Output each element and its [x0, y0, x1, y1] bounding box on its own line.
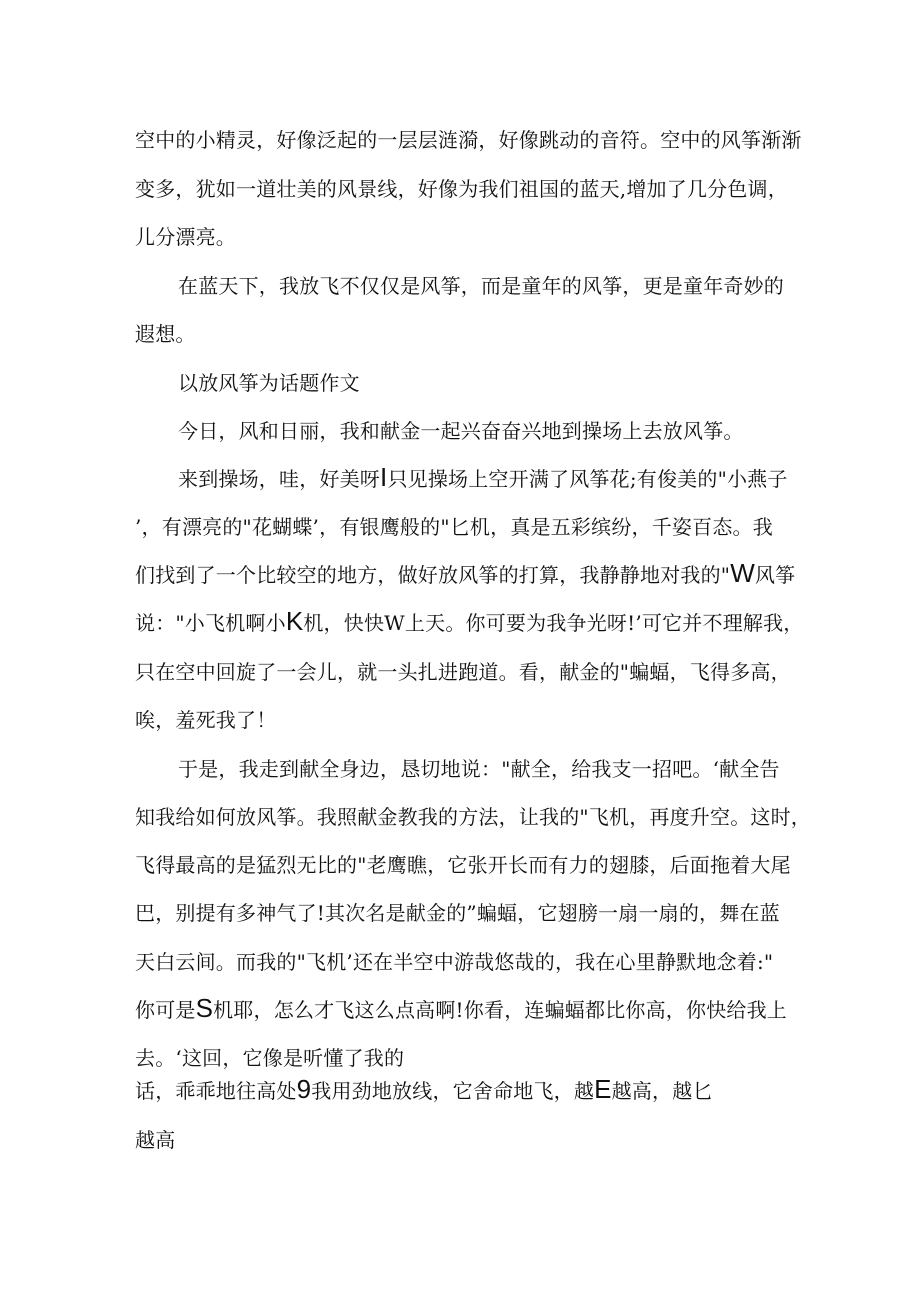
ocr-glyph: I: [380, 462, 388, 492]
paragraph-3: 今日，风和日丽，我和献金一起兴奋奋兴地到操场上去放风筝。: [178, 419, 744, 443]
ocr-glyph: S: [195, 993, 214, 1023]
ocr-glyph: K: [285, 606, 304, 636]
text-run: 来到操场，哇，好美呀: [178, 467, 380, 491]
paragraph-5-line-8: [135, 1074, 713, 1105]
ocr-glyph: W: [730, 558, 755, 588]
text-run: 只见操场上空开满了风筝花;有俊美的"小燕子: [387, 467, 788, 491]
text-run: 话，乖乖地往高处: [135, 1079, 297, 1103]
text-run: 机耶，怎么才飞这么点高啊!你看，连蝙蝠都比你高，你快给我上: [213, 998, 787, 1022]
paragraph-5-line-5: 天白云间。而我的"飞机’还在半空中游哉悠哉的，我在心里静默地念着:": [135, 950, 774, 974]
paragraph-5-line-2: 知我给如何放风筝。我照献金教我的方法，让我的"飞机，再度升空。这时，: [135, 805, 811, 829]
paragraph-2-line-1: 在蓝天下，我放飞不仅仅是风筝，而是童年的风筝，更是童年奇妙的: [178, 274, 784, 298]
paragraph-5-line-1: 于是，我走到献全身边，恳切地说："献全，给我支一招吧。‘献全告: [178, 757, 780, 781]
paragraph-1-line-2: 变多，犹如一道壮美的风景线，好像为我们祖国的蓝天,增加了几分色调，: [135, 177, 788, 201]
text-run: 说："小飞机啊小: [135, 611, 286, 635]
paragraph-5-line-3: 飞得最高的是猛烈无比的"老鹰瞧，它张开长而有力的翅膝，后面拖着大尾: [135, 853, 791, 877]
paragraph-1-line-3: 儿分漂亮。: [135, 225, 236, 249]
text-run: 风筝: [754, 563, 796, 587]
paragraph-4-line-4: [135, 606, 804, 637]
text-run: 越高，越匕: [611, 1079, 713, 1103]
paragraph-5-line-7: 去。‘这回，它像是听懂了我的: [135, 1046, 405, 1070]
paragraph-4-line-1: [178, 462, 788, 493]
text-run: 机，快快W上天。你可要为我争光呀!’可它并不理解我，: [303, 611, 804, 635]
paragraph-4-line-2: ’，有漂亮的"花蝴蝶’，有银鹰般的"匕机，真是五彩缤纷，千姿百态。我: [135, 515, 773, 539]
text-run: 我用劲地放线，它舍命地飞，越: [311, 1079, 595, 1103]
ocr-glyph: 9: [296, 1074, 312, 1104]
ocr-glyph: E: [594, 1074, 612, 1104]
paragraph-1-line-1: 空中的小精灵，好像泛起的一层层涟漪，好像跳动的音符。空中的风筝渐渐: [135, 128, 802, 152]
paragraph-5-line-4: 巴，别提有多神气了!其次名是献金的”蝙蝠，它翅膀一扇一扇的，舞在蓝: [135, 901, 780, 925]
paragraph-4-line-5: 只在空中回旋了一会儿，就一头扎进跑道。看，献金的"蝙蝠，飞得多高，: [135, 660, 791, 684]
paragraph-2-line-2: 遐想。: [135, 322, 196, 346]
paragraph-4-line-3: [135, 558, 796, 589]
section-title: 以放风筝为话题作文: [178, 371, 360, 395]
paragraph-5-line-6: [135, 993, 787, 1024]
text-run: 们找到了一个比较空的地方，做好放风筝的打算，我静静地对我的": [135, 563, 731, 587]
paragraph-5-line-9: 越高: [135, 1128, 176, 1152]
paragraph-4-line-6: 唉，羞死我了！: [135, 708, 277, 732]
text-run: 你可是: [135, 998, 196, 1022]
